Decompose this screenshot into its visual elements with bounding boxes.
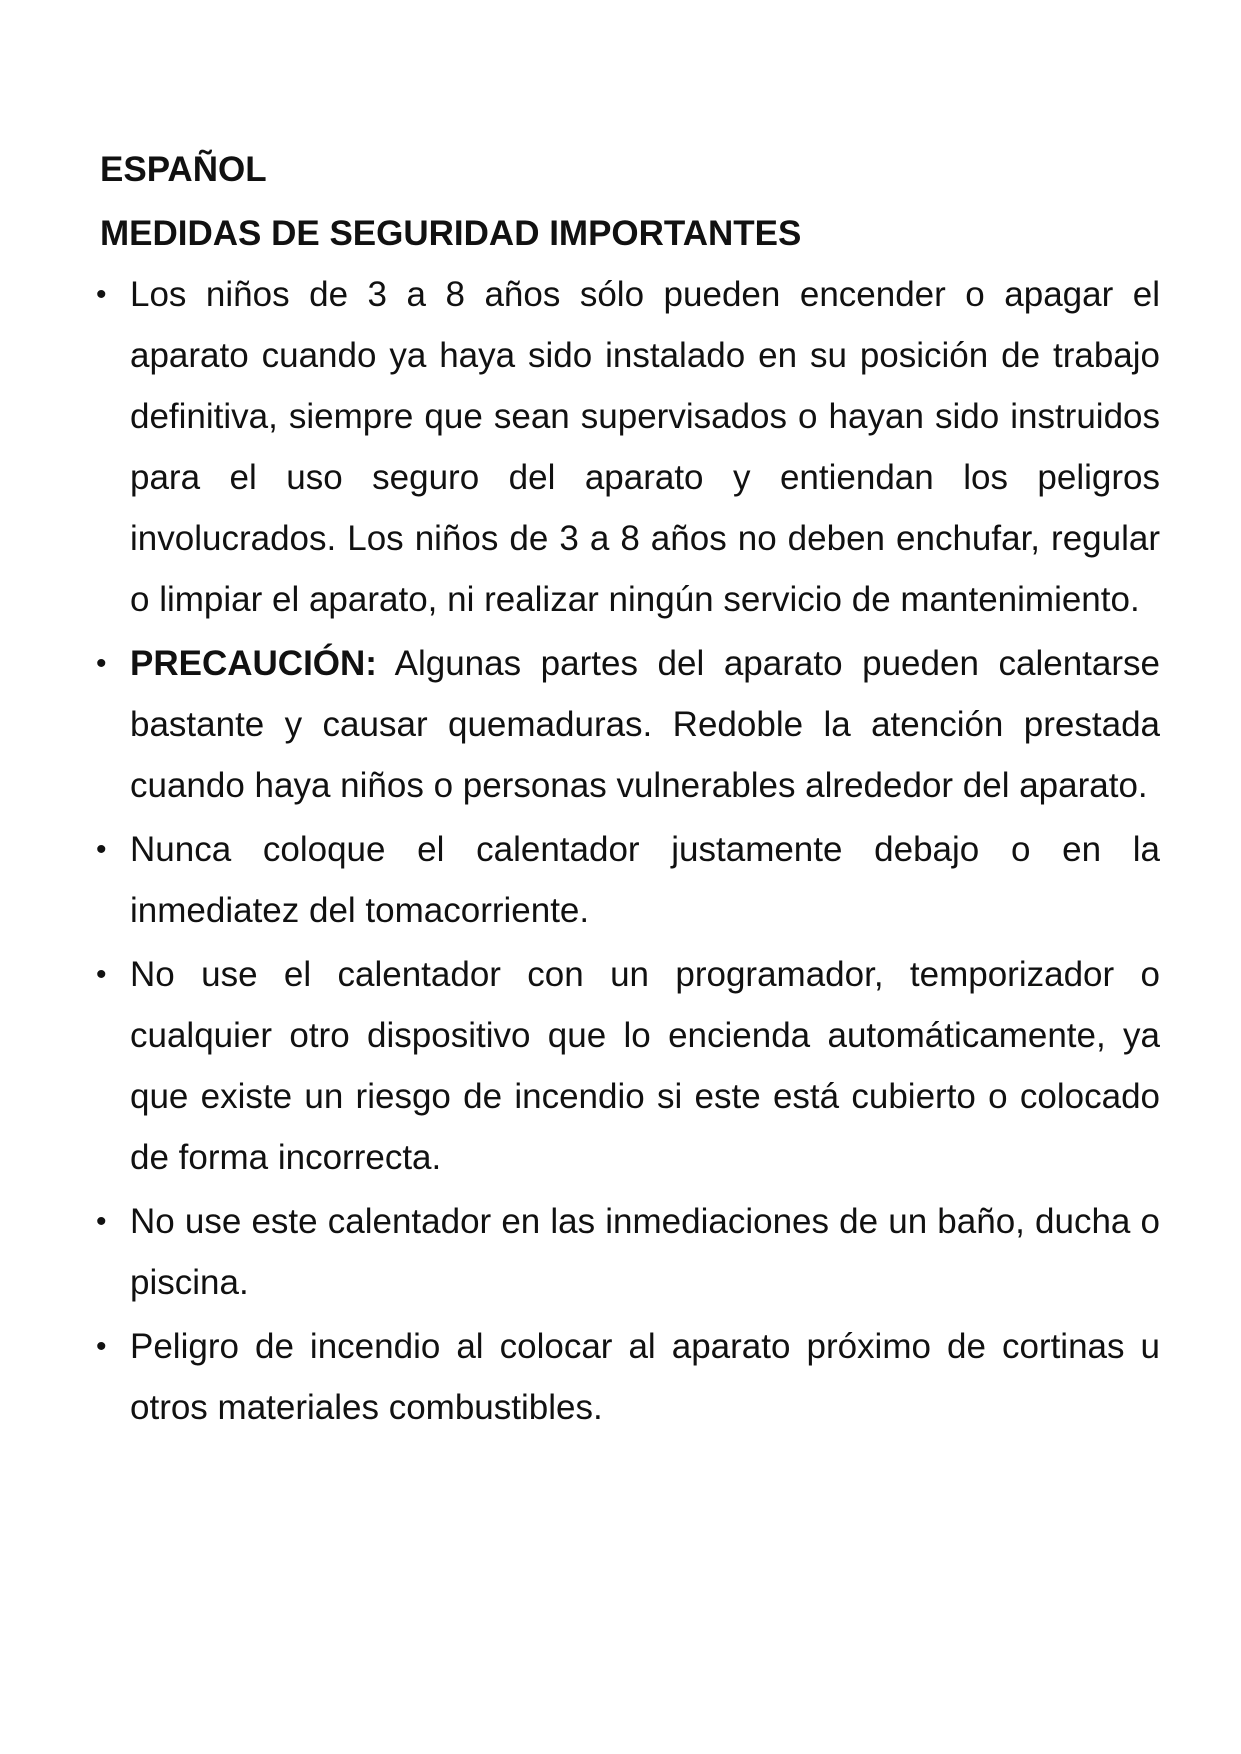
bullet: • — [96, 1330, 107, 1363]
list-item-text: Algunas partes del aparato pueden calentarse bastante y causar quemaduras. Redoble la atención prestada cuando haya niños o personas vulnerables alrededor del aparato. — [130, 644, 1160, 805]
bullet: • — [96, 647, 107, 680]
document-page — [96, 148, 1160, 1441]
bullet: • — [96, 833, 107, 866]
list-item-text: Nunca coloque el calentador justamente debajo o en la inmediatez del tomacorriente. — [130, 830, 1160, 930]
list-item-text: No use este calentador en las inmediaciones de un baño, ducha o piscina. — [130, 1202, 1160, 1302]
list-item — [96, 819, 1160, 941]
list-item — [96, 264, 1160, 630]
bullet: • — [96, 958, 107, 991]
language-heading: ESPAÑOL — [100, 150, 267, 189]
list-item — [96, 1316, 1160, 1438]
bullet: • — [96, 278, 107, 311]
caution-label: PRECAUCIÓN: — [130, 644, 377, 683]
list-item-text: Los niños de 3 a 8 años sólo pueden encender o apagar el aparato cuando ya haya sido instalado en su posición de trabajo definitiva, siempre que sean supervisados o hayan sido instruidos para el uso seguro del aparato y entiendan los peligros involucrados. Los niños de 3 a 8 años no deben enchufar, regular o limpiar el aparato, ni realizar ningún servicio de mantenimiento. — [130, 275, 1160, 619]
bullet: • — [96, 1205, 107, 1238]
list-item — [96, 944, 1160, 1188]
safety-list — [96, 264, 1160, 1438]
section-title: MEDIDAS DE SEGURIDAD IMPORTANTES — [100, 214, 802, 253]
list-item — [96, 1191, 1160, 1313]
list-item-text: Peligro de incendio al colocar al aparato próximo de cortinas u otros materiales combustibles. — [130, 1327, 1160, 1427]
list-item — [96, 633, 1160, 816]
list-item-text: No use el calentador con un programador, temporizador o cualquier otro dispositivo que lo encienda automáticamente, ya que existe un riesgo de incendio si este está cubierto o colocado de forma incorrecta. — [130, 955, 1160, 1177]
list-item-text-container — [130, 633, 1160, 816]
